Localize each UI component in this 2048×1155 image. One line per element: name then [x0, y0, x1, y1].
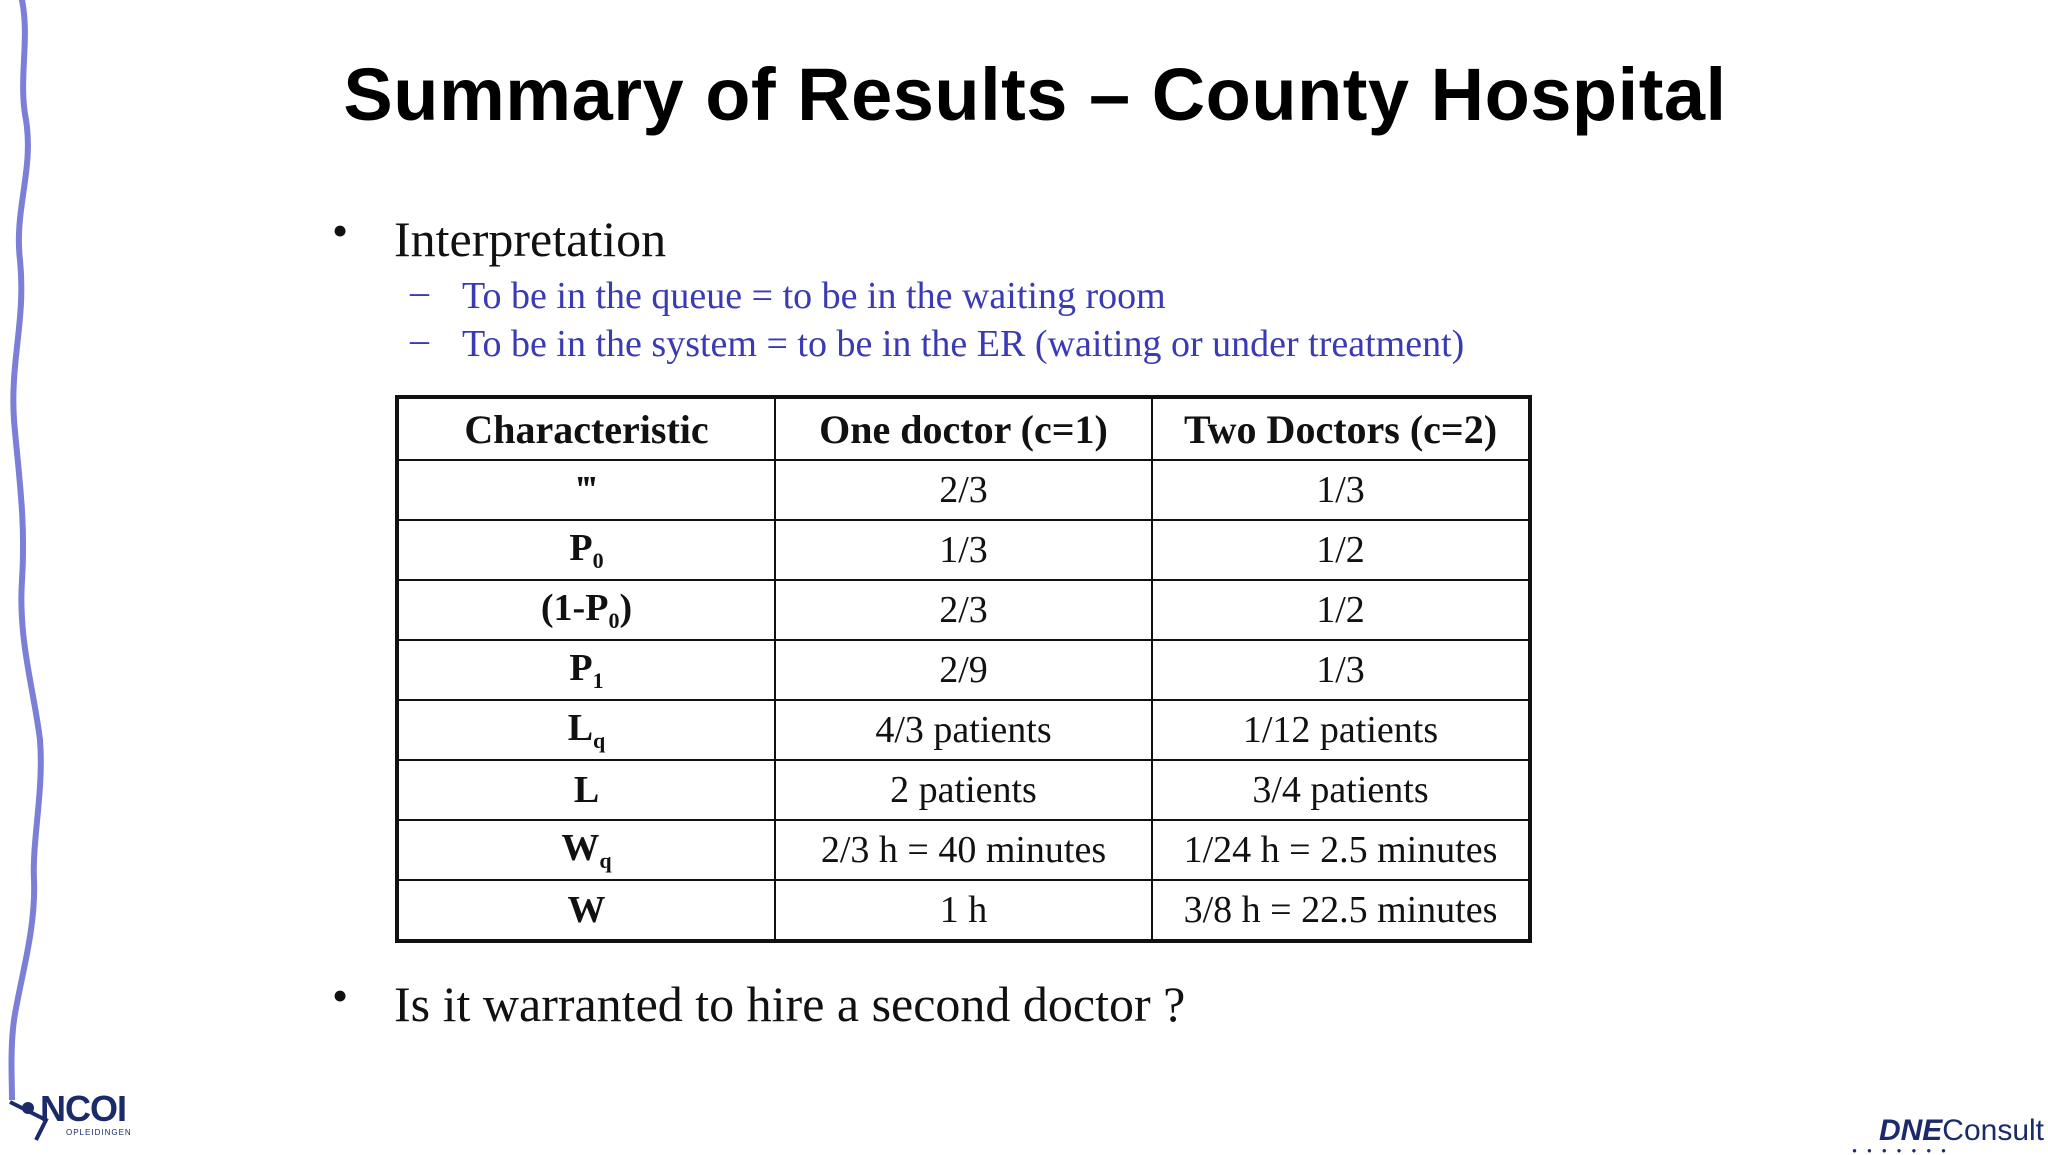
cell-two-doctors: 3/4 patients [1152, 760, 1530, 820]
sub-item-text: To be in the queue = to be in the waiting room [462, 275, 1166, 317]
bullet-icon: • [332, 205, 349, 256]
row-characteristic [397, 520, 775, 580]
characteristic-suffix: ) [619, 587, 633, 629]
row-characteristic [397, 880, 775, 941]
row-characteristic [397, 760, 775, 820]
cell-two-doctors: 1/24 h = 2.5 minutes [1152, 820, 1530, 880]
characteristic-subscript: 1 [592, 668, 604, 693]
cell-two-doctors: 1/3 [1152, 640, 1530, 700]
characteristic-subscript: q [599, 848, 612, 873]
row-characteristic [397, 820, 775, 880]
characteristic-symbol: L [573, 769, 600, 811]
row-characteristic [397, 580, 775, 640]
bullet-text: Interpretation [394, 211, 667, 267]
characteristic-symbol: P [569, 647, 593, 689]
cell-one-doctor: 2/3 [775, 460, 1152, 520]
row-characteristic [397, 700, 775, 760]
sub-item-text: To be in the system = to be in the ER (waiting or under treatment) [462, 323, 1465, 365]
characteristic-subscript: 0 [608, 608, 620, 633]
dne-dots-decoration: ● ● ● ● ● ● ● [1852, 1146, 1950, 1155]
decorative-wavy-line [0, 0, 60, 1100]
dne-word: Consult [1942, 1114, 2044, 1147]
cell-one-doctor: 2/9 [775, 640, 1152, 700]
results-table [395, 395, 1532, 943]
row-characteristic [397, 460, 775, 520]
cell-two-doctors: 1/3 [1152, 460, 1530, 520]
dash-icon: – [410, 271, 429, 313]
header-characteristic: Characteristic [397, 397, 775, 460]
characteristic-symbol: W [561, 827, 600, 869]
table-row [397, 580, 1530, 640]
cell-one-doctor: 2/3 h = 40 minutes [775, 820, 1152, 880]
cell-two-doctors: 1/2 [1152, 580, 1530, 640]
cell-one-doctor: 1 h [775, 880, 1152, 941]
cell-one-doctor: 2 patients [775, 760, 1152, 820]
characteristic-symbol: L [567, 707, 594, 749]
cell-one-doctor: 4/3 patients [775, 700, 1152, 760]
cell-one-doctor: 2/3 [775, 580, 1152, 640]
cell-two-doctors: 1/12 patients [1152, 700, 1530, 760]
table-row [397, 760, 1530, 820]
table-row [397, 880, 1530, 941]
bullet-text: Is it warranted to hire a second doctor ? [394, 976, 1186, 1032]
table-row [397, 700, 1530, 760]
characteristic-subscript: 0 [592, 548, 604, 573]
ncoi-logo-text: NCOI [40, 1088, 126, 1129]
cell-two-doctors: 1/2 [1152, 520, 1530, 580]
ncoi-logo-subtext: OPLEIDINGEN [66, 1128, 132, 1137]
table-row [397, 640, 1530, 700]
characteristic-symbol: (1-P [540, 587, 609, 629]
row-characteristic [397, 640, 775, 700]
dne-brand: DNE [1878, 1114, 1943, 1147]
cell-one-doctor: 1/3 [775, 520, 1152, 580]
bullet-icon: • [332, 970, 349, 1021]
dash-icon: – [410, 319, 429, 361]
table-row [397, 520, 1530, 580]
header-one-doctor: One doctor (c=1) [775, 397, 1152, 460]
cell-two-doctors: 3/8 h = 22.5 minutes [1152, 880, 1530, 941]
characteristic-subscript: q [593, 728, 606, 753]
slide-title: Summary of Results – County Hospital [343, 53, 1727, 136]
table-body [397, 460, 1530, 941]
dne-consult-logo [1879, 1114, 2044, 1148]
characteristic-symbol: W [567, 889, 606, 931]
table-row [397, 460, 1530, 520]
header-two-doctors: Two Doctors (c=2) [1152, 397, 1530, 460]
table-row [397, 820, 1530, 880]
characteristic-symbol: ‴ [576, 469, 597, 511]
table-header-row [397, 397, 1530, 460]
characteristic-symbol: P [569, 527, 593, 569]
